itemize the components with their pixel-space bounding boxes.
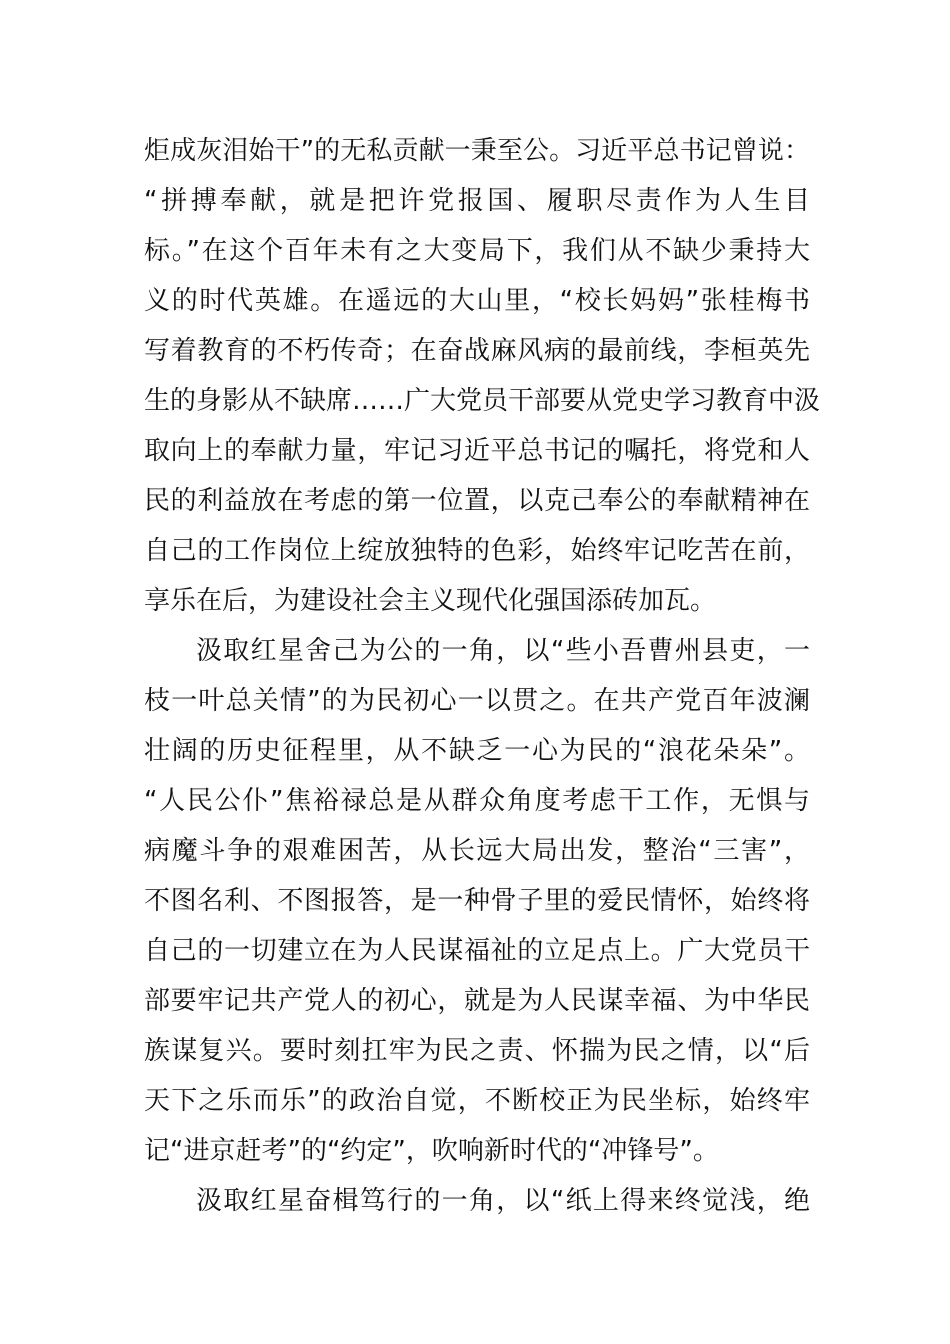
paragraph-start-line: 汲取红星奋楫笃行的一角，以“纸上得来终觉浅，绝 — [196, 1186, 810, 1216]
text-line: 病魔斗争的艰难困苦，从长远大局出发，整治“三害”， — [144, 836, 810, 866]
text-line: 写着教育的不朽传奇；在奋战麻风病的最前线，李桓英先 — [144, 336, 810, 366]
text-line: 民的利益放在考虑的第一位置，以克己奉公的奉献精神在 — [144, 486, 810, 516]
text-line: 部要牢记共产党人的初心，就是为人民谋幸福、为中华民 — [144, 986, 810, 1016]
text-line: “拼搏奉献，就是把许党报国、履职尽责作为人生目 — [144, 186, 810, 216]
text-line: 不图名利、不图报答，是一种骨子里的爱民情怀，始终将 — [144, 886, 810, 916]
text-line: 生的身影从不缺席……广大党员干部要从党史学习教育中汲 — [144, 386, 821, 416]
text-line: 记“进京赶考”的“约定”，吹响新时代的“冲锋号”。 — [144, 1136, 719, 1166]
text-line: 枝一叶总关情”的为民初心一以贯之。在共产党百年波澜 — [144, 686, 810, 716]
text-line: 自己的工作岗位上绽放独特的色彩，始终牢记吃苦在前， — [144, 536, 810, 566]
text-line: 壮阔的历史征程里，从不缺乏一心为民的“浪花朵朵”。 — [144, 736, 810, 766]
text-line: 取向上的奉献力量，牢记习近平总书记的嘱托，将党和人 — [144, 436, 810, 466]
text-line: 义的时代英雄。在遥远的大山里，“校长妈妈”张桂梅书 — [144, 286, 810, 316]
text-line: 享乐在后，为建设社会主义现代化强国添砖加瓦。 — [144, 586, 717, 616]
text-line: 天下之乐而乐”的政治自觉，不断校正为民坐标，始终牢 — [144, 1086, 810, 1116]
body-text — [144, 126, 821, 1226]
paragraph-start-line: 汲取红星舍己为公的一角，以“些小吾曹州县吏，一 — [196, 636, 810, 666]
text-line: 自己的一切建立在为人民谋福祉的立足点上。广大党员干 — [144, 936, 810, 966]
text-line: “人民公仆”焦裕禄总是从群众角度考虑干工作，无惧与 — [144, 786, 810, 816]
text-line: 族谋复兴。要时刻扛牢为民之责、怀揣为民之情，以“后 — [144, 1036, 810, 1066]
text-line: 炬成灰泪始干”的无私贡献一秉至公。习近平总书记曾说： — [144, 136, 810, 166]
text-line: 标。”在这个百年未有之大变局下，我们从不缺少秉持大 — [144, 236, 810, 266]
